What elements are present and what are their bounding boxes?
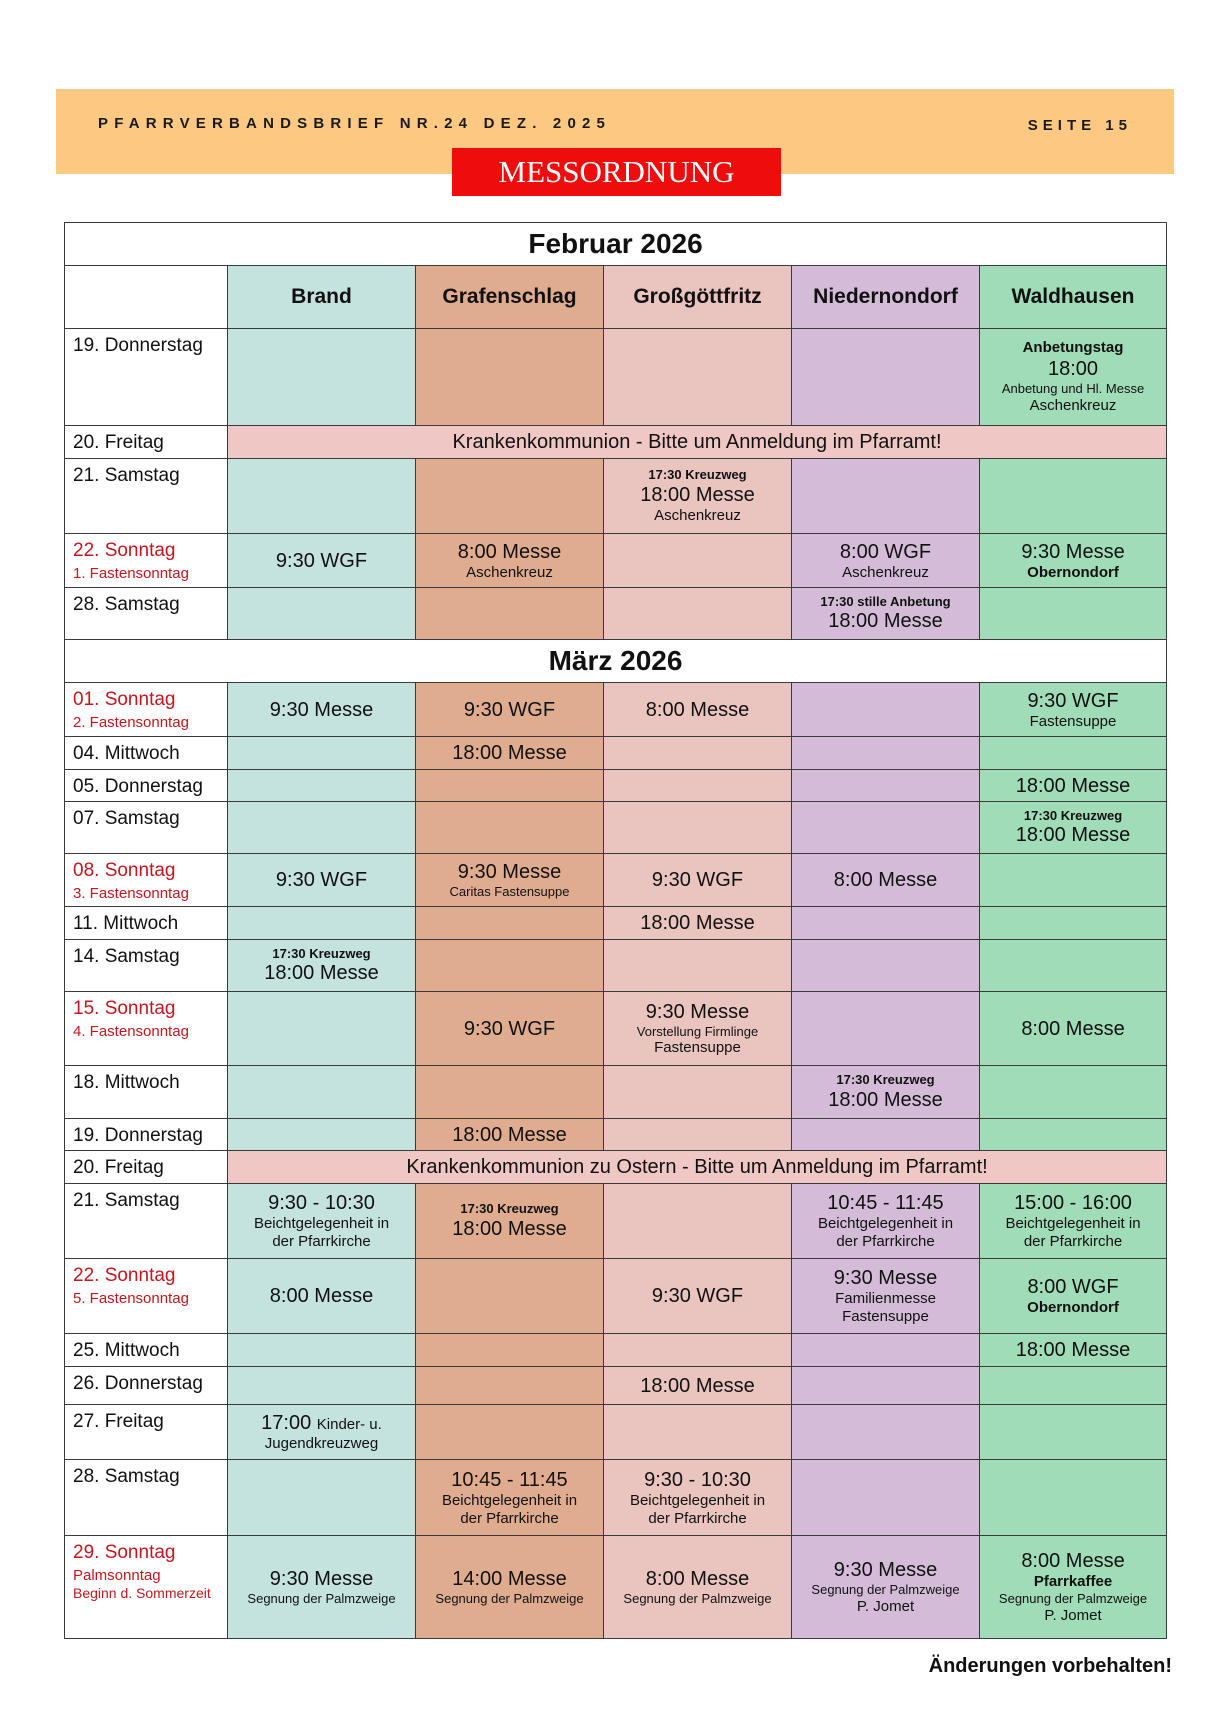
- table-row: [65, 426, 1167, 459]
- cell-niedernondorf: [792, 992, 980, 1066]
- table-row: [65, 1334, 1167, 1367]
- day-label: 08. Sonntag: [73, 860, 176, 881]
- event-note: Anbetung und Hl. Messe: [1001, 381, 1145, 397]
- cell-grafenschlag: [416, 1536, 604, 1639]
- cell-waldhausen: [980, 1367, 1167, 1405]
- cell-brand: [228, 737, 416, 770]
- month-heading: März 2026: [65, 640, 1167, 683]
- day-cell: 26. Donnerstag: [65, 1367, 228, 1405]
- cell-brand: [228, 770, 416, 802]
- cell-grossgoettfritz: [604, 1405, 792, 1460]
- event-note: P. Jomet: [1044, 1606, 1102, 1624]
- cell-grossgoettfritz: [604, 992, 792, 1066]
- page-number: SEITE 15: [1027, 117, 1132, 134]
- cell-waldhausen: [980, 1119, 1167, 1151]
- mass-schedule-table: [64, 222, 1167, 1639]
- day-cell: [65, 1259, 228, 1334]
- month-row: [65, 223, 1167, 266]
- cell-brand: [228, 588, 416, 640]
- cell-niedernondorf: [792, 940, 980, 992]
- cell-grossgoettfritz: [604, 940, 792, 992]
- cell-grafenschlag: [416, 329, 604, 426]
- event-time: 9:30 Messe: [269, 1568, 374, 1591]
- footer-note: Änderungen vorbehalten!: [928, 1655, 1172, 1677]
- event-note: Anbetungstag: [1022, 339, 1124, 357]
- table-row: [65, 1259, 1167, 1334]
- event-note: der Pfarrkirche: [1023, 1233, 1123, 1250]
- column-header-grossgoettfritz: Großgöttfritz: [604, 266, 792, 329]
- table-row: [65, 1184, 1167, 1259]
- cell-brand: [228, 1460, 416, 1536]
- cell-brand: 9:30 Messe: [228, 683, 416, 737]
- cell-grafenschlag: [416, 1334, 604, 1367]
- event-note: Beichtgelegenheit in: [1005, 1215, 1141, 1232]
- cell-grossgoettfritz: 18:00 Messe: [604, 1367, 792, 1405]
- day-cell: 14. Samstag: [65, 940, 228, 992]
- cell-brand: [228, 329, 416, 426]
- cell-brand: 9:30 WGF: [228, 854, 416, 907]
- event-time: 17:00: [261, 1412, 312, 1434]
- day-cell: 20. Freitag: [65, 426, 228, 459]
- table-row: [65, 1405, 1167, 1460]
- event-time: 18:00 Messe: [640, 483, 755, 506]
- cell-grossgoettfritz: [604, 1536, 792, 1639]
- cell-waldhausen: [980, 1405, 1167, 1460]
- event-note: Fastensuppe: [654, 1039, 741, 1057]
- day-sublabel: 2. Fastensonntag: [73, 713, 189, 731]
- table-row: [65, 1536, 1167, 1639]
- cell-grafenschlag: [416, 854, 604, 907]
- cell-grossgoettfritz: [604, 1066, 792, 1119]
- day-label: 22. Sonntag: [73, 540, 176, 561]
- cell-grafenschlag: [416, 588, 604, 640]
- cell-grossgoettfritz: [604, 588, 792, 640]
- cell-waldhausen: [980, 683, 1167, 737]
- cell-waldhausen: [980, 907, 1167, 940]
- day-cell: 19. Donnerstag: [65, 1119, 228, 1151]
- cell-brand: [228, 1334, 416, 1367]
- event-note: 17:30 Kreuzweg: [1023, 807, 1123, 823]
- event-time: 8:00 WGF: [1027, 1276, 1119, 1298]
- day-cell: 28. Samstag: [65, 1460, 228, 1536]
- cell-waldhausen: [980, 459, 1167, 534]
- cell-brand: [228, 1405, 416, 1460]
- day-cell: 21. Samstag: [65, 1184, 228, 1259]
- event-note: der Pfarrkirche: [272, 1233, 371, 1250]
- cell-grossgoettfritz: [604, 1334, 792, 1367]
- cell-grafenschlag: [416, 1184, 604, 1259]
- cell-brand: [228, 1066, 416, 1119]
- cell-grafenschlag: [416, 940, 604, 992]
- event-note: Fastensuppe: [1029, 712, 1117, 730]
- event-note: Beichtgelegenheit in: [253, 1215, 390, 1232]
- event-time: 9:30 Messe: [1021, 540, 1125, 563]
- day-label: 22. Sonntag: [73, 1265, 176, 1286]
- cell-niedernondorf: [792, 1184, 980, 1259]
- cell-waldhausen: 18:00 Messe: [980, 770, 1167, 802]
- cell-grossgoettfritz: 9:30 WGF: [604, 854, 792, 907]
- cell-niedernondorf: [792, 534, 980, 588]
- cell-waldhausen: 18:00 Messe: [980, 1334, 1167, 1367]
- event-note: 17:30 Kreuzweg: [836, 1072, 935, 1088]
- cell-waldhausen: [980, 854, 1167, 907]
- cell-niedernondorf: [792, 1334, 980, 1367]
- corner-cell: [65, 266, 228, 329]
- event-note: 17:30 Kreuzweg: [460, 1201, 559, 1217]
- day-cell: 18. Mittwoch: [65, 1066, 228, 1119]
- newsletter-title: PFARRVERBANDSBRIEF NR.24 DEZ. 2025: [98, 115, 612, 132]
- cell-niedernondorf: [792, 1119, 980, 1151]
- table-row: [65, 854, 1167, 907]
- day-cell: 07. Samstag: [65, 802, 228, 854]
- event-note: Beichtgelegenheit in: [441, 1491, 578, 1509]
- event-time: 10:45 - 11:45: [451, 1468, 568, 1491]
- column-header-waldhausen: Waldhausen: [980, 266, 1167, 329]
- page-title: MESSORDNUNG: [452, 148, 781, 196]
- event-note: Beichtgelegenheit in: [629, 1491, 766, 1509]
- cell-waldhausen: [980, 1536, 1167, 1639]
- day-cell: [65, 1536, 228, 1639]
- event-note: Vorstellung Firmlinge: [636, 1023, 759, 1039]
- event-time: 9:30 WGF: [1027, 689, 1119, 712]
- cell-waldhausen: [980, 1066, 1167, 1119]
- cell-brand: [228, 1536, 416, 1639]
- table-row: [65, 737, 1167, 770]
- cell-niedernondorf: [792, 329, 980, 426]
- event-time: 18:00 Messe: [1015, 824, 1131, 847]
- cell-waldhausen: [980, 1460, 1167, 1536]
- event-time: 9:30 Messe: [645, 1000, 750, 1023]
- event-note: Segnung der Palmzweige: [998, 1591, 1148, 1607]
- day-sublabel: Palmsonntag: [73, 1566, 161, 1584]
- day-cell: 25. Mittwoch: [65, 1334, 228, 1367]
- event-note: P. Jomet: [856, 1597, 915, 1615]
- cell-niedernondorf: [792, 459, 980, 534]
- event-note: Segnung der Palmzweige: [435, 1591, 584, 1607]
- event-note: Kinder- u.: [316, 1416, 382, 1433]
- day-sublabel: Beginn d. Sommerzeit: [73, 1584, 211, 1601]
- cell-waldhausen: [980, 940, 1167, 992]
- table-row: [65, 802, 1167, 854]
- cell-grossgoettfritz: 9:30 WGF: [604, 1259, 792, 1334]
- cell-grossgoettfritz: 18:00 Messe: [604, 907, 792, 940]
- cell-grossgoettfritz: 8:00 Messe: [604, 683, 792, 737]
- day-cell: 11. Mittwoch: [65, 907, 228, 940]
- table-row: [65, 534, 1167, 588]
- cell-brand: 9:30 WGF: [228, 534, 416, 588]
- event-time: 8:00 Messe: [457, 540, 562, 563]
- event-note: Segnung der Palmzweige: [623, 1591, 772, 1607]
- table-row: [65, 940, 1167, 992]
- event-note: der Pfarrkirche: [836, 1233, 935, 1250]
- cell-grossgoettfritz: [604, 459, 792, 534]
- cell-grossgoettfritz: [604, 802, 792, 854]
- event-time: 18:00 Messe: [828, 1088, 943, 1111]
- cell-niedernondorf: 8:00 Messe: [792, 854, 980, 907]
- cell-grossgoettfritz: [604, 737, 792, 770]
- event-time: 18:00: [1047, 358, 1099, 381]
- cell-grafenschlag: [416, 907, 604, 940]
- event-note: Aschenkreuz: [842, 563, 929, 581]
- cell-brand: [228, 907, 416, 940]
- table-row: [65, 329, 1167, 426]
- cell-waldhausen: [980, 588, 1167, 640]
- cell-niedernondorf: [792, 907, 980, 940]
- event-time: 9:30 Messe: [833, 1559, 938, 1582]
- table-row: [65, 1367, 1167, 1405]
- cell-brand: [228, 1119, 416, 1151]
- cell-niedernondorf: [792, 1536, 980, 1639]
- table-row: [65, 1119, 1167, 1151]
- cell-grafenschlag: [416, 1066, 604, 1119]
- column-header-niedernondorf: Niedernondorf: [792, 266, 980, 329]
- day-cell: [65, 534, 228, 588]
- table-row: [65, 683, 1167, 737]
- event-time: 18:00 Messe: [828, 610, 943, 633]
- table-row: [65, 1460, 1167, 1536]
- day-cell: [65, 683, 228, 737]
- cell-waldhausen: [980, 802, 1167, 854]
- cell-grossgoettfritz: [604, 770, 792, 802]
- table-row: [65, 770, 1167, 802]
- event-time: 8:00 Messe: [1021, 1550, 1125, 1573]
- event-time: 8:00 Messe: [645, 1568, 750, 1591]
- cell-niedernondorf: [792, 1259, 980, 1334]
- announcement-cell: Krankenkommunion - Bitte um Anmeldung im Pfarramt!: [228, 426, 1167, 459]
- cell-waldhausen: [980, 1259, 1167, 1334]
- cell-brand: [228, 940, 416, 992]
- event-note: Beichtgelegenheit in: [817, 1215, 954, 1232]
- event-note: Familienmesse: [835, 1290, 936, 1307]
- day-cell: 04. Mittwoch: [65, 737, 228, 770]
- table-row: [65, 992, 1167, 1066]
- cell-grafenschlag: 9:30 WGF: [416, 683, 604, 737]
- cell-grossgoettfritz: [604, 1460, 792, 1536]
- cell-grossgoettfritz: [604, 534, 792, 588]
- event-note: Jugendkreuzweg: [264, 1435, 379, 1452]
- table-row: [65, 1151, 1167, 1184]
- cell-grafenschlag: [416, 1259, 604, 1334]
- event-note: 17:30 stille Anbetung: [820, 593, 951, 609]
- table-row: [65, 459, 1167, 534]
- day-cell: [65, 992, 228, 1066]
- cell-grafenschlag: [416, 1405, 604, 1460]
- cell-grossgoettfritz: [604, 1119, 792, 1151]
- event-time: 8:00 WGF: [839, 540, 932, 563]
- cell-niedernondorf: [792, 1367, 980, 1405]
- cell-brand: 8:00 Messe: [228, 1259, 416, 1334]
- month-heading: Februar 2026: [65, 223, 1167, 266]
- cell-niedernondorf: [792, 683, 980, 737]
- event-time: 9:30 Messe: [457, 861, 562, 884]
- cell-grossgoettfritz: [604, 329, 792, 426]
- event-time: 9:30 Messe: [833, 1267, 938, 1289]
- event-note: der Pfarrkirche: [648, 1509, 747, 1527]
- event-note: 17:30 Kreuzweg: [272, 945, 371, 961]
- day-label: 01. Sonntag: [73, 689, 176, 710]
- cell-grafenschlag: 9:30 WGF: [416, 992, 604, 1066]
- day-cell: 19. Donnerstag: [65, 329, 228, 426]
- cell-grafenschlag: [416, 459, 604, 534]
- event-time: 18:00 Messe: [264, 962, 379, 985]
- day-cell: 20. Freitag: [65, 1151, 228, 1184]
- cell-niedernondorf: [792, 770, 980, 802]
- cell-waldhausen: [980, 737, 1167, 770]
- day-sublabel: 4. Fastensonntag: [73, 1022, 189, 1040]
- event-note: Obernondorf: [1027, 1299, 1119, 1316]
- day-cell: 05. Donnerstag: [65, 770, 228, 802]
- cell-waldhausen: 8:00 Messe: [980, 992, 1167, 1066]
- announcement-cell: Krankenkommunion zu Ostern - Bitte um Anmeldung im Pfarramt!: [228, 1151, 1167, 1184]
- cell-brand: [228, 1184, 416, 1259]
- event-time: 9:30 - 10:30: [644, 1468, 751, 1491]
- column-header-grafenschlag: Grafenschlag: [416, 266, 604, 329]
- cell-grafenschlag: [416, 770, 604, 802]
- cell-niedernondorf: [792, 802, 980, 854]
- cell-brand: [228, 459, 416, 534]
- table-row: [65, 907, 1167, 940]
- table-row: [65, 1066, 1167, 1119]
- event-time: 14:00 Messe: [452, 1568, 567, 1591]
- day-cell: 21. Samstag: [65, 459, 228, 534]
- event-time: 10:45 - 11:45: [827, 1192, 944, 1214]
- event-note: der Pfarrkirche: [460, 1509, 559, 1527]
- cell-niedernondorf: [792, 737, 980, 770]
- day-cell: 28. Samstag: [65, 588, 228, 640]
- cell-brand: [228, 802, 416, 854]
- event-note: Aschenkreuz: [1029, 396, 1117, 414]
- cell-grafenschlag: 18:00 Messe: [416, 1119, 604, 1151]
- event-note: Caritas Fastensuppe: [449, 884, 570, 900]
- event-time: 9:30 - 10:30: [268, 1192, 375, 1214]
- cell-waldhausen: [980, 1184, 1167, 1259]
- cell-brand: [228, 992, 416, 1066]
- day-sublabel: 1. Fastensonntag: [73, 564, 189, 582]
- day-cell: 27. Freitag: [65, 1405, 228, 1460]
- event-note: Segnung der Palmzweige: [247, 1591, 396, 1607]
- event-note: 17:30 Kreuzweg: [648, 467, 747, 483]
- cell-waldhausen: [980, 534, 1167, 588]
- event-note: Obernondorf: [1027, 563, 1119, 581]
- cell-grossgoettfritz: [604, 1184, 792, 1259]
- cell-waldhausen: [980, 329, 1167, 426]
- cell-grafenschlag: [416, 802, 604, 854]
- event-note: Aschenkreuz: [466, 563, 553, 581]
- cell-grafenschlag: [416, 1367, 604, 1405]
- event-note: Aschenkreuz: [654, 506, 741, 524]
- cell-grafenschlag: 18:00 Messe: [416, 737, 604, 770]
- cell-niedernondorf: [792, 1066, 980, 1119]
- event-note: Pfarrkaffee: [1033, 1573, 1113, 1591]
- event-time: 18:00 Messe: [452, 1217, 567, 1240]
- cell-grafenschlag: [416, 534, 604, 588]
- month-row: [65, 640, 1167, 683]
- column-header-row: [65, 266, 1167, 329]
- cell-niedernondorf: [792, 1405, 980, 1460]
- event-note: Fastensuppe: [842, 1308, 929, 1325]
- day-label: 15. Sonntag: [73, 998, 176, 1019]
- cell-grafenschlag: [416, 1460, 604, 1536]
- event-note: Segnung der Palmzweige: [811, 1582, 960, 1598]
- day-sublabel: 3. Fastensonntag: [73, 884, 189, 902]
- cell-brand: [228, 1367, 416, 1405]
- day-label: 29. Sonntag: [73, 1542, 176, 1563]
- day-cell: [65, 854, 228, 907]
- event-time: 15:00 - 16:00: [1014, 1192, 1132, 1214]
- cell-niedernondorf: [792, 1460, 980, 1536]
- cell-niedernondorf: [792, 588, 980, 640]
- day-sublabel: 5. Fastensonntag: [73, 1289, 189, 1307]
- table-row: [65, 588, 1167, 640]
- column-header-brand: Brand: [228, 266, 416, 329]
